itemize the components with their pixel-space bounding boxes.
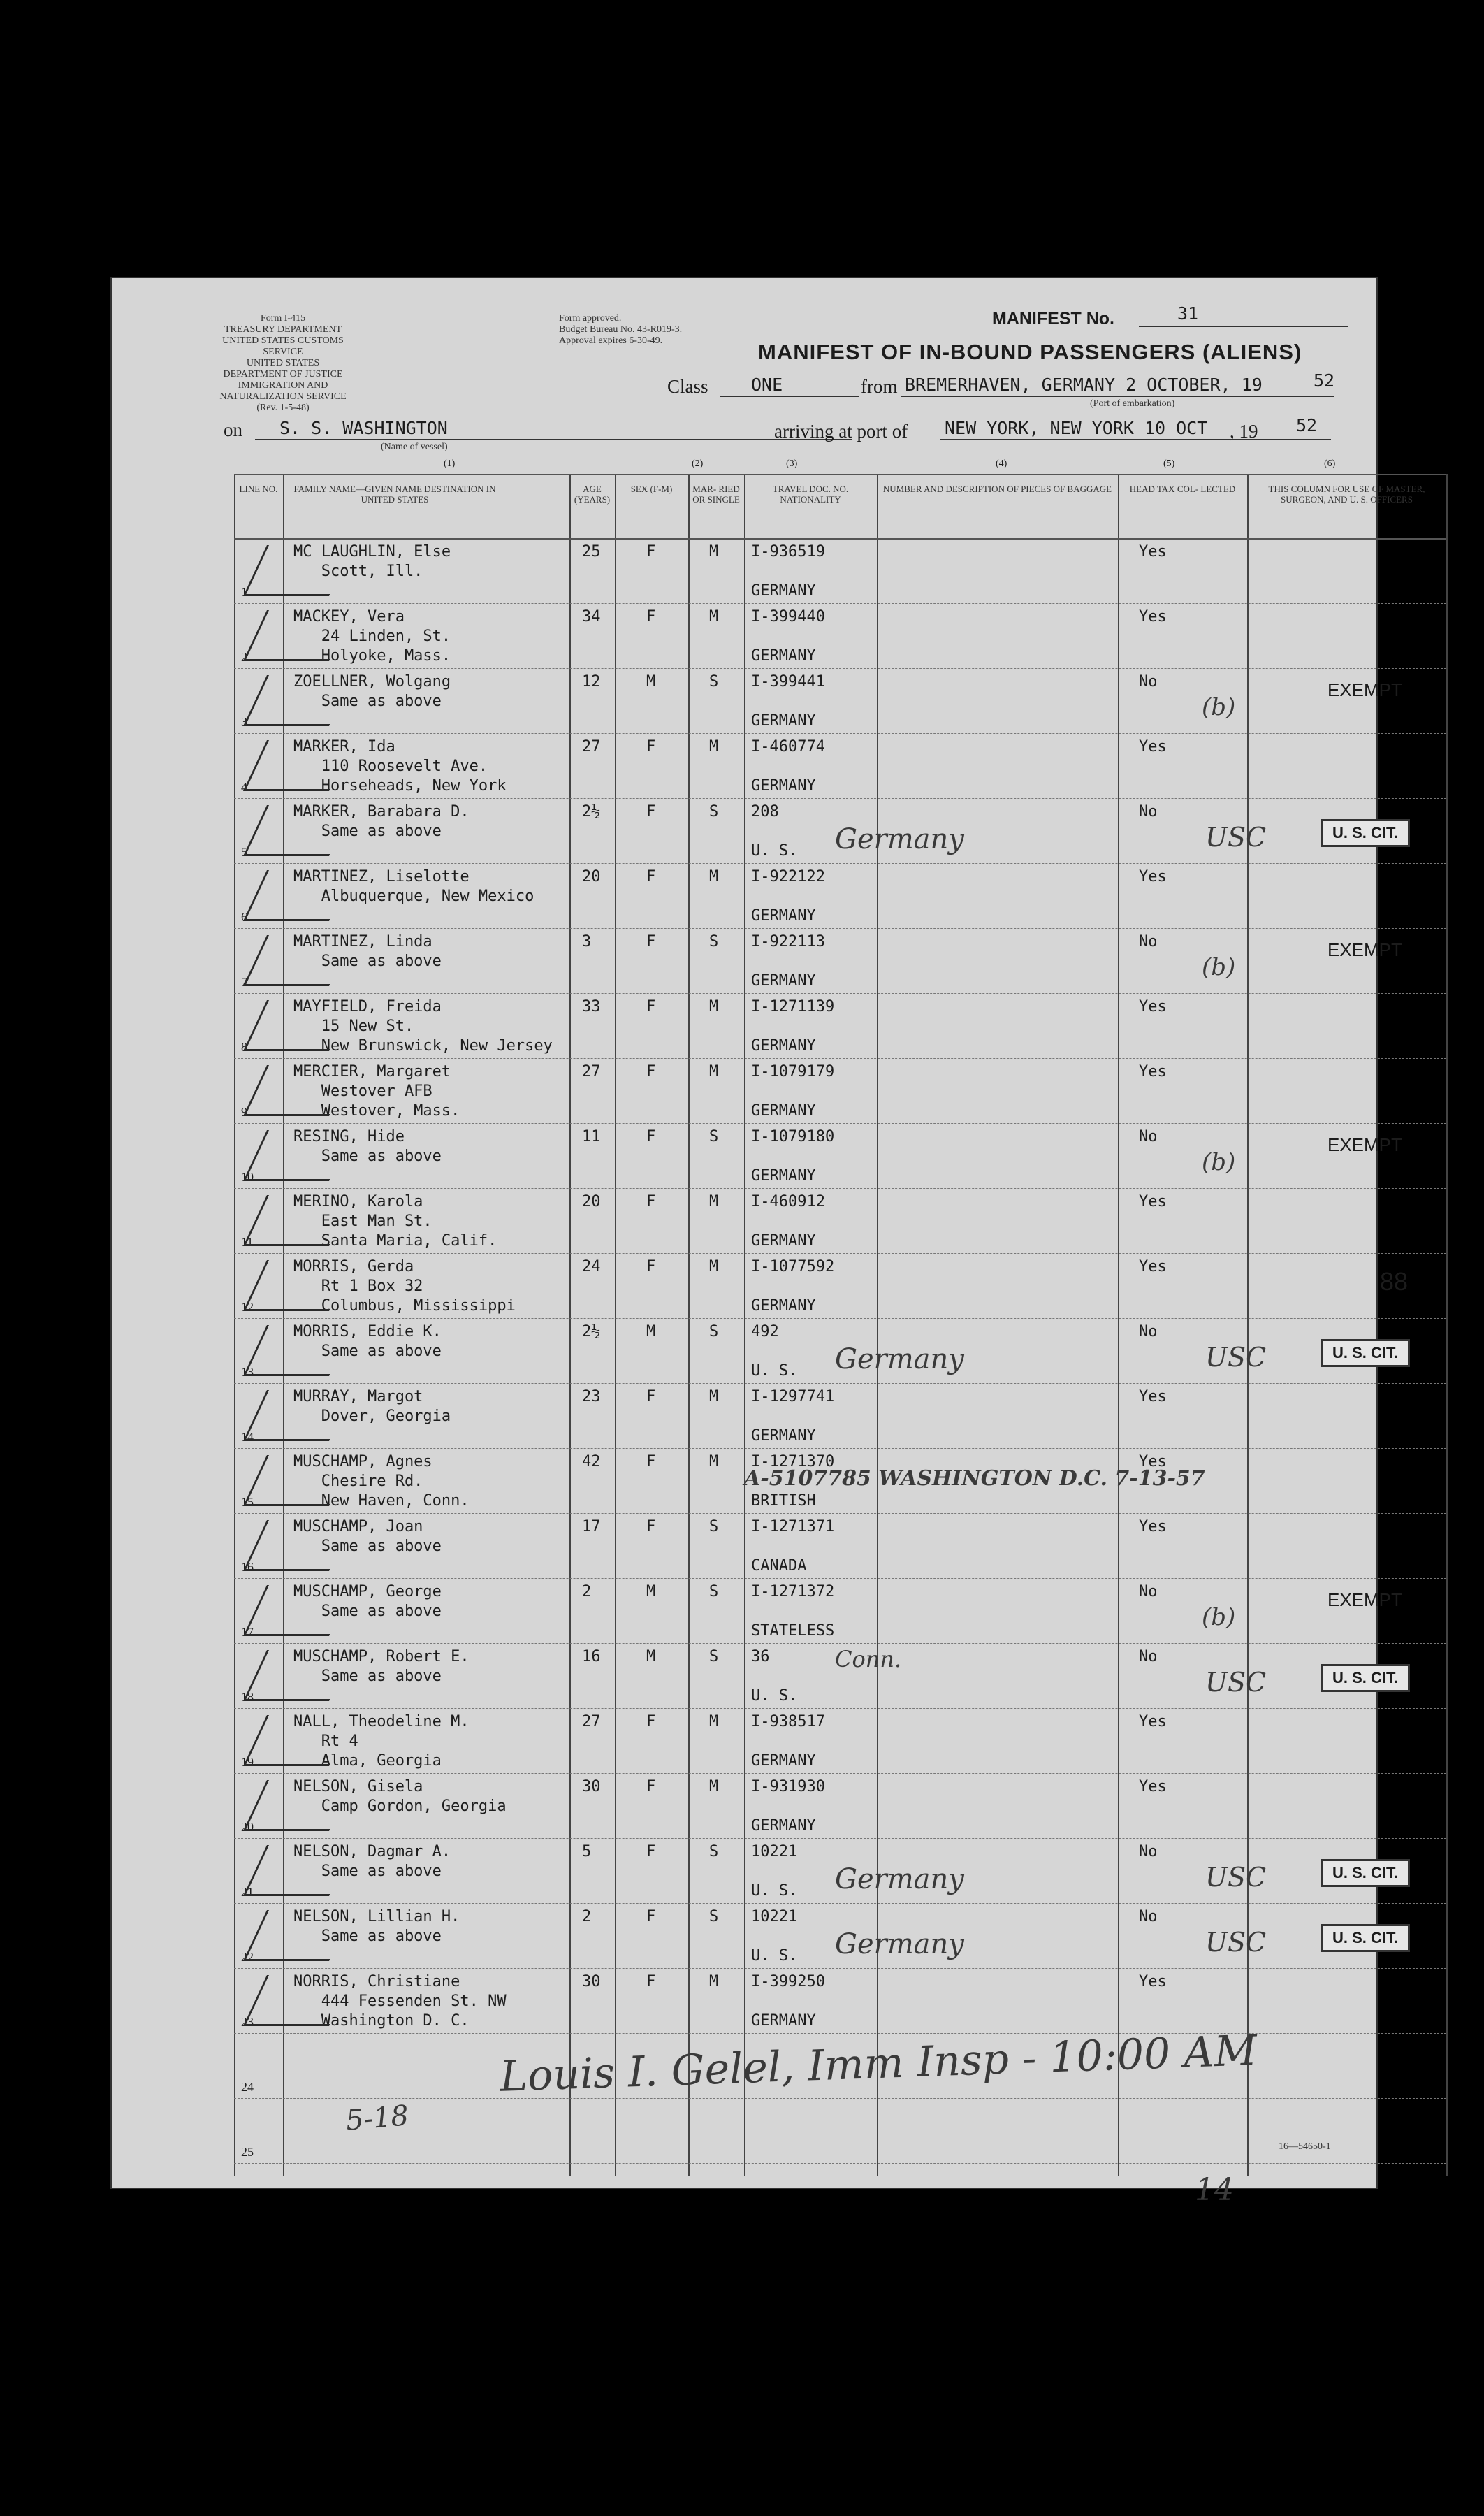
- cell-name: MUSCHAMP, George Same as above: [293, 1583, 442, 1620]
- cell-tax: Yes: [1139, 1973, 1167, 1990]
- cell-sex: F: [646, 1453, 656, 1470]
- cell-sex: F: [646, 738, 656, 755]
- cell-age: 27: [582, 1063, 601, 1080]
- line-number: 21: [241, 1885, 254, 1899]
- column-number: (6): [1324, 458, 1336, 469]
- cell-age: 24: [582, 1258, 601, 1275]
- cell-ms: M: [709, 1388, 719, 1405]
- cell-sex: F: [646, 1713, 656, 1730]
- approval-block: [559, 313, 682, 347]
- handwritten-usc: USC: [1205, 1927, 1267, 1958]
- cell-ms: M: [709, 738, 719, 755]
- check-mark: [243, 1130, 353, 1181]
- cell-ms: S: [709, 1583, 719, 1600]
- handwritten-germany: Germany: [835, 823, 964, 855]
- cell-doc: I-1271370 BRITISH: [751, 1453, 835, 1510]
- check-mark: [243, 1650, 353, 1701]
- check-mark: [243, 1910, 353, 1961]
- cell-tax: No: [1139, 1128, 1158, 1145]
- cell-ms: S: [709, 673, 719, 691]
- cell-tax: No: [1139, 1648, 1158, 1665]
- cell-doc: 36 U. S.: [751, 1648, 798, 1705]
- cell-doc: I-1079180 GERMANY: [751, 1128, 835, 1185]
- check-mark: [243, 1845, 353, 1896]
- cell-sex: M: [646, 673, 656, 691]
- table-row: [234, 1968, 1446, 2033]
- cell-sex: F: [646, 1973, 656, 1990]
- footer-code: 16—54650-1: [1279, 2141, 1331, 2152]
- form-agency-block: [217, 313, 349, 414]
- cell-name: MARKER, Barabara D. Same as above: [293, 803, 470, 840]
- cell-name: NORRIS, Christiane 444 Fessenden St. NW Washington D. C.: [293, 1973, 507, 2030]
- table-top-rule: [234, 474, 1446, 475]
- table-row: [234, 1253, 1446, 1318]
- table-row: [234, 1513, 1446, 1578]
- handwritten-b: (b): [1202, 953, 1236, 981]
- handwritten-conn: Conn.: [835, 1646, 902, 1672]
- cell-doc: 208 U. S.: [751, 803, 798, 860]
- line-number: 22: [241, 1950, 254, 1964]
- arrival-year-prefix: , 19: [1230, 421, 1258, 442]
- cell-tax: No: [1139, 1908, 1158, 1925]
- cell-ms: S: [709, 1128, 719, 1145]
- column-number: (1): [444, 458, 456, 469]
- check-mark: [243, 1780, 353, 1831]
- check-mark: [243, 870, 353, 921]
- table-row: [234, 538, 1446, 603]
- column-header-married: MAR- RIED OR SINGLE: [692, 484, 740, 505]
- check-mark: [243, 1520, 353, 1571]
- agency-line: IMMIGRATION AND NATURALIZATION SERVICE: [219, 380, 347, 402]
- line-number: 9: [241, 1105, 247, 1119]
- alien-registration-note: A-5107785 WASHINGTON D.C. 7-13-57: [744, 1466, 1205, 1491]
- check-mark: [243, 1390, 353, 1441]
- column-header-tax: HEAD TAX COL- LECTED: [1129, 484, 1236, 494]
- cell-sex: F: [646, 868, 656, 885]
- cell-name: RESING, Hide Same as above: [293, 1128, 442, 1165]
- cell-name: NELSON, Dagmar A. Same as above: [293, 1843, 451, 1880]
- margin-note: 5-18: [344, 2099, 410, 2137]
- column-header-name: FAMILY NAME—GIVEN NAME DESTINATION IN UNITED STATES: [293, 484, 496, 505]
- line-number: 25: [241, 2145, 254, 2159]
- cell-ms: S: [709, 933, 719, 950]
- cell-name: NALL, Theodeline M. Rt 4 Alma, Georgia: [293, 1713, 470, 1770]
- cell-tax: Yes: [1139, 1258, 1167, 1275]
- cell-name: MURRAY, Margot Dover, Georgia: [293, 1388, 451, 1425]
- line-number: 20: [241, 1820, 254, 1834]
- exempt-stamp: EXEMPT: [1327, 939, 1402, 960]
- table-row: [234, 1903, 1446, 1968]
- cell-age: 20: [582, 868, 601, 885]
- cell-sex: F: [646, 1128, 656, 1145]
- cell-ms: M: [709, 1973, 719, 1990]
- table-row: [234, 1058, 1446, 1123]
- cell-doc: 10221 U. S.: [751, 1908, 798, 1965]
- cell-doc: I-460912 GERMANY: [751, 1193, 825, 1250]
- us-citizen-stamp: U. S. CIT.: [1321, 819, 1410, 847]
- cell-tax: Yes: [1139, 998, 1167, 1015]
- handwritten-usc: USC: [1205, 1342, 1267, 1373]
- cell-age: 23: [582, 1388, 601, 1405]
- table-row: [234, 993, 1446, 1058]
- agency-line: TREASURY DEPARTMENT: [224, 324, 342, 335]
- from-label: from: [861, 376, 898, 397]
- line-number: 12: [241, 1300, 254, 1314]
- cell-doc: I-399440 GERMANY: [751, 608, 825, 665]
- table-row: [234, 603, 1446, 668]
- manifest-no-label: MANIFEST No.: [992, 309, 1114, 328]
- line-number: 4: [241, 780, 247, 794]
- handwritten-germany: Germany: [835, 1343, 964, 1375]
- cell-name: MUSCHAMP, Robert E. Same as above: [293, 1648, 470, 1685]
- cell-doc: I-938517 GERMANY: [751, 1713, 825, 1770]
- us-citizen-stamp: U. S. CIT.: [1321, 1339, 1410, 1367]
- table-row: [234, 1578, 1446, 1643]
- row-rule: [234, 2163, 1446, 2164]
- cell-age: 42: [582, 1453, 601, 1470]
- column-number: (2): [692, 458, 704, 469]
- cell-doc: I-1079179 GERMANY: [751, 1063, 835, 1120]
- line-number: 10: [241, 1170, 254, 1184]
- cell-ms: M: [709, 608, 719, 626]
- column-number: (5): [1163, 458, 1175, 469]
- embarkation-value: BREMERHAVEN, GERMANY 2 OCTOBER, 19: [905, 375, 1263, 395]
- cell-age: 27: [582, 738, 601, 755]
- arrival-port: NEW YORK, NEW YORK 10 OCT: [945, 418, 1208, 438]
- cell-age: 34: [582, 608, 601, 626]
- column-number: (4): [996, 458, 1007, 469]
- line-number: 24: [241, 2080, 254, 2094]
- table-row: [234, 863, 1446, 928]
- cell-age: 12: [582, 673, 601, 691]
- us-citizen-stamp: U. S. CIT.: [1321, 1859, 1410, 1887]
- table-row: [234, 733, 1446, 798]
- table-row: [234, 798, 1446, 863]
- line-number: 2: [241, 650, 247, 664]
- approval-line: Form approved.: [559, 313, 622, 324]
- agency-line: UNITED STATES DEPARTMENT OF JUSTICE: [223, 358, 343, 379]
- arrival-year: 52: [1296, 415, 1318, 435]
- cell-doc: I-931930 GERMANY: [751, 1778, 825, 1835]
- cell-name: MARTINEZ, Linda Same as above: [293, 933, 442, 970]
- column-header-sex: SEX (F-M): [630, 484, 673, 494]
- cell-age: 2: [582, 1908, 592, 1925]
- cell-ms: M: [709, 1258, 719, 1275]
- cell-ms: S: [709, 1518, 719, 1535]
- cell-age: 17: [582, 1518, 601, 1535]
- table-row: [234, 1123, 1446, 1188]
- cell-doc: I-922122 GERMANY: [751, 868, 825, 925]
- cell-doc: I-936519 GERMANY: [751, 543, 825, 600]
- handwritten-b: (b): [1202, 1603, 1236, 1631]
- check-mark: [243, 545, 353, 596]
- cell-name: MARTINEZ, Liselotte Albuquerque, New Mexico: [293, 868, 534, 905]
- table-row: [234, 2098, 1446, 2163]
- line-number: 18: [241, 1690, 254, 1704]
- class-value: ONE: [751, 375, 783, 395]
- line-number: 17: [241, 1625, 254, 1639]
- cell-ms: S: [709, 1843, 719, 1860]
- cell-ms: M: [709, 1193, 719, 1210]
- cell-name: NELSON, Gisela Camp Gordon, Georgia: [293, 1778, 507, 1815]
- cell-doc: I-460774 GERMANY: [751, 738, 825, 795]
- cell-ms: S: [709, 1323, 719, 1340]
- check-mark: [243, 1325, 353, 1376]
- cell-tax: No: [1139, 933, 1158, 950]
- cell-name: MC LAUGHLIN, Else Scott, Ill.: [293, 543, 451, 580]
- cell-tax: Yes: [1139, 868, 1167, 885]
- officer-note: 88: [1380, 1267, 1409, 1296]
- vessel-note: (Name of vessel): [381, 442, 448, 452]
- cell-sex: F: [646, 1388, 656, 1405]
- cell-age: 2½: [582, 803, 601, 820]
- cell-tax: No: [1139, 1323, 1158, 1340]
- page-title: MANIFEST OF IN-BOUND PASSENGERS (ALIENS): [758, 340, 1302, 364]
- table-row: [234, 1383, 1446, 1448]
- cell-sex: M: [646, 1583, 656, 1600]
- cell-tax: Yes: [1139, 1713, 1167, 1730]
- cell-sex: F: [646, 543, 656, 561]
- cell-tax: Yes: [1139, 1063, 1167, 1080]
- cell-age: 2: [582, 1583, 592, 1600]
- approval-line: Approval expires 6-30-49.: [559, 335, 663, 346]
- cell-sex: F: [646, 1193, 656, 1210]
- cell-ms: M: [709, 1713, 719, 1730]
- line-number: 15: [241, 1495, 254, 1509]
- cell-ms: M: [709, 543, 719, 561]
- class-label: Class: [667, 376, 708, 397]
- manifest-no-value: 31: [1177, 303, 1199, 324]
- handwritten-usc: USC: [1205, 1862, 1267, 1893]
- cell-age: 3: [582, 933, 592, 950]
- line-number: 3: [241, 715, 247, 729]
- table-row: [234, 1188, 1446, 1253]
- handwritten-usc: USC: [1205, 822, 1267, 853]
- cell-age: 33: [582, 998, 601, 1015]
- cell-sex: F: [646, 608, 656, 626]
- cell-sex: F: [646, 998, 656, 1015]
- cell-name: MUSCHAMP, Joan Same as above: [293, 1518, 442, 1555]
- embarkation-year: 52: [1314, 370, 1335, 391]
- column-header-age: AGE (YEARS): [574, 484, 611, 505]
- cell-ms: S: [709, 1648, 719, 1665]
- cell-sex: F: [646, 933, 656, 950]
- cell-age: 11: [582, 1128, 601, 1145]
- cell-doc: 492 U. S.: [751, 1323, 798, 1380]
- form-number: Form I-415: [260, 313, 306, 324]
- line-number: 11: [241, 1235, 254, 1249]
- table-row: [234, 1708, 1446, 1773]
- cell-sex: M: [646, 1648, 656, 1665]
- check-mark: [243, 805, 353, 856]
- cell-tax: Yes: [1139, 738, 1167, 755]
- cell-sex: F: [646, 1258, 656, 1275]
- line-number: 23: [241, 2015, 254, 2029]
- column-header-baggage: NUMBER AND DESCRIPTION OF PIECES OF BAGGAGE: [882, 484, 1112, 494]
- approval-line: Budget Bureau No. 43-R019-3.: [559, 324, 683, 335]
- exempt-stamp: EXEMPT: [1327, 679, 1402, 700]
- cell-doc: 10221 U. S.: [751, 1843, 798, 1900]
- agency-line: UNITED STATES CUSTOMS SERVICE: [222, 335, 344, 357]
- cell-tax: Yes: [1139, 1388, 1167, 1405]
- cell-name: MAYFIELD, Freida 15 New St. New Brunswick, New Jersey: [293, 998, 553, 1055]
- cell-tax: No: [1139, 1583, 1158, 1600]
- cell-age: 5: [582, 1843, 592, 1860]
- cell-sex: F: [646, 1843, 656, 1860]
- cell-tax: Yes: [1139, 1453, 1167, 1470]
- cell-age: 27: [582, 1713, 601, 1730]
- table-row: [234, 668, 1446, 733]
- on-label: on: [224, 419, 242, 440]
- cell-doc: I-399250 GERMANY: [751, 1973, 825, 2030]
- cell-tax: Yes: [1139, 1518, 1167, 1535]
- cell-tax: No: [1139, 803, 1158, 820]
- column-header-officers: THIS COLUMN FOR USE OF MASTER, SURGEON, AND U. S. OFFICERS: [1268, 484, 1425, 505]
- table-row: [234, 1643, 1446, 1708]
- column-number: (3): [786, 458, 798, 469]
- handwritten-b: (b): [1202, 1148, 1236, 1176]
- handwritten-germany: Germany: [835, 1928, 964, 1960]
- manifest-sheet: [112, 278, 1425, 2208]
- table-row: [234, 928, 1446, 993]
- cell-name: MACKEY, Vera 24 Linden, St. Holyoke, Mass.: [293, 608, 451, 665]
- line-number: 13: [241, 1365, 254, 1379]
- passenger-table: [234, 458, 1446, 2176]
- line-number: 5: [241, 845, 247, 859]
- cell-name: NELSON, Lillian H. Same as above: [293, 1908, 460, 1945]
- us-citizen-stamp: U. S. CIT.: [1321, 1924, 1410, 1952]
- cell-ms: S: [709, 803, 719, 820]
- cell-sex: F: [646, 1518, 656, 1535]
- line-number: 1: [241, 585, 247, 599]
- column-header-travel: TRAVEL DOC. NO. NATIONALITY: [772, 484, 849, 505]
- cell-age: 30: [582, 1973, 601, 1990]
- vessel-name: S. S. WASHINGTON: [279, 418, 448, 438]
- handwritten-b: (b): [1202, 693, 1236, 721]
- cell-age: 2½: [582, 1323, 601, 1340]
- check-mark: [243, 935, 353, 986]
- inspector-signature: Louis I. Gelel, Imm Insp - 10:00 AM: [499, 2026, 1258, 2102]
- cell-name: MUSCHAMP, Agnes Chesire Rd. New Haven, Conn.: [293, 1453, 470, 1510]
- cell-ms: M: [709, 1063, 719, 1080]
- cell-doc: I-1077592 GERMANY: [751, 1258, 835, 1315]
- us-citizen-stamp: U. S. CIT.: [1321, 1664, 1410, 1692]
- cell-sex: F: [646, 803, 656, 820]
- cell-tax: Yes: [1139, 608, 1167, 626]
- cell-name: ZOELLNER, Wolgang Same as above: [293, 673, 451, 710]
- table-row: [234, 1318, 1446, 1383]
- cell-doc: I-1271372 STATELESS: [751, 1583, 835, 1640]
- line-number: 8: [241, 1040, 247, 1054]
- cell-name: MERCIER, Margaret Westover AFB Westover, Mass.: [293, 1063, 460, 1120]
- cell-age: 16: [582, 1648, 601, 1665]
- cell-age: 30: [582, 1778, 601, 1795]
- handwritten-germany: Germany: [835, 1863, 964, 1895]
- cell-age: 20: [582, 1193, 601, 1210]
- cell-sex: F: [646, 1908, 656, 1925]
- page-number: 14: [1195, 2172, 1234, 2208]
- cell-ms: S: [709, 1908, 719, 1925]
- cell-tax: Yes: [1139, 1193, 1167, 1210]
- cell-tax: No: [1139, 673, 1158, 691]
- line-number: 7: [241, 975, 247, 989]
- line-number: 16: [241, 1560, 254, 1574]
- arriving-label: arriving at port of: [774, 421, 908, 442]
- revision-line: (Rev. 1-5-48): [256, 403, 310, 413]
- cell-name: MARKER, Ida 110 Roosevelt Ave. Horseheads, New York: [293, 738, 507, 795]
- cell-ms: M: [709, 1453, 719, 1470]
- cell-sex: F: [646, 1778, 656, 1795]
- cell-ms: M: [709, 998, 719, 1015]
- cell-sex: F: [646, 1063, 656, 1080]
- cell-tax: Yes: [1139, 543, 1167, 561]
- cell-sex: M: [646, 1323, 656, 1340]
- check-mark: [243, 675, 353, 726]
- table-row: [234, 1773, 1446, 1838]
- embarkation-note: (Port of embarkation): [1090, 398, 1175, 409]
- cell-doc: I-1271371 CANADA: [751, 1518, 835, 1575]
- cell-ms: M: [709, 868, 719, 885]
- cell-name: MERINO, Karola East Man St. Santa Maria, Calif.: [293, 1193, 497, 1250]
- cell-ms: M: [709, 1778, 719, 1795]
- handwritten-usc: USC: [1205, 1667, 1267, 1698]
- cell-doc: I-922113 GERMANY: [751, 933, 825, 990]
- cell-doc: I-1271139 GERMANY: [751, 998, 835, 1055]
- cell-tax: Yes: [1139, 1778, 1167, 1795]
- cell-name: MORRIS, Eddie K. Same as above: [293, 1323, 442, 1360]
- cell-tax: No: [1139, 1843, 1158, 1860]
- cell-age: 25: [582, 543, 601, 561]
- check-mark: [243, 1585, 353, 1636]
- column-header-line-no: LINE NO.: [239, 484, 278, 494]
- cell-name: MORRIS, Gerda Rt 1 Box 32 Columbus, Mississippi: [293, 1258, 516, 1315]
- exempt-stamp: EXEMPT: [1327, 1134, 1402, 1155]
- line-number: 14: [241, 1430, 254, 1444]
- cell-doc: I-399441 GERMANY: [751, 673, 825, 730]
- cell-doc: I-1297741 GERMANY: [751, 1388, 835, 1445]
- column-rule: [1446, 474, 1448, 2176]
- line-number: 6: [241, 910, 247, 924]
- exempt-stamp: EXEMPT: [1327, 1589, 1402, 1610]
- line-number: 19: [241, 1755, 254, 1769]
- table-row: [234, 1838, 1446, 1903]
